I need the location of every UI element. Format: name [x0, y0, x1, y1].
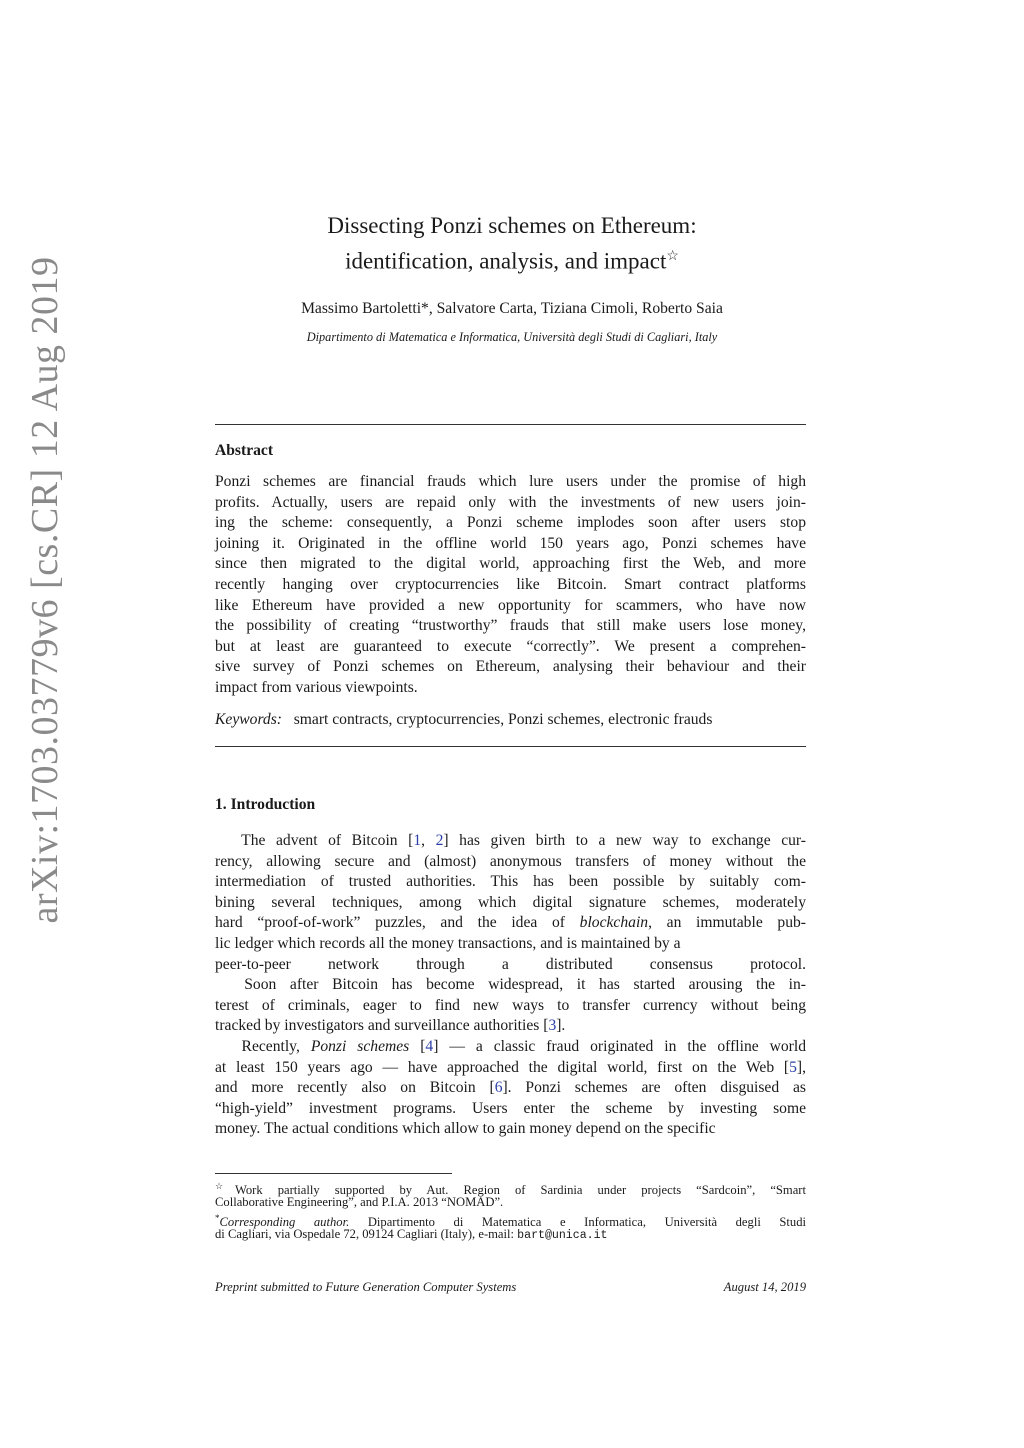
- text-segment: since then migrated to the digital world, approaching first the Web, and more: [215, 555, 806, 573]
- text-line: [215, 678, 806, 699]
- text-segment: joining it. Originated in the offline world 150 years ago, Ponzi schemes have: [215, 534, 806, 552]
- text-segment: ],: [796, 1058, 806, 1076]
- text-segment: ].: [556, 1017, 566, 1035]
- keywords-list: smart contracts, cryptocurrencies, Ponzi schemes, electronic frauds: [293, 711, 713, 728]
- text-line: [215, 616, 806, 637]
- abstract-heading: [215, 441, 806, 462]
- text-line: [215, 575, 806, 596]
- text-segment: ] has given birth to a new way to exchange cur-: [443, 832, 806, 849]
- text-segment: rency, allowing secure and (almost) anonymous transfers of money without the: [215, 852, 806, 870]
- text-segment: ing the scheme: consequently, a Ponzi scheme implodes soon after users stop: [215, 514, 806, 532]
- section-heading: [215, 795, 806, 816]
- text-segment: like Ethereum have provided a new opportunity for scammers, who have now: [215, 596, 806, 614]
- affiliation: Dipartimento di Matematica e Informatica, Università degli Studi di Cagliari, Italy: [306, 330, 718, 344]
- text-segment: Ponzi schemes are financial frauds which lure users under the promise of high: [215, 473, 806, 490]
- citation-link[interactable]: 4: [425, 1037, 434, 1055]
- citation-link[interactable]: 3: [548, 1017, 557, 1035]
- text-line: [215, 1178, 806, 1198]
- text-segment: at least 150 years ago — have approached the digital world, first on the Web [: [215, 1058, 790, 1076]
- text-segment: , an immutable pub-: [648, 914, 806, 932]
- paper-title: [0, 210, 1024, 277]
- text-segment: money. The actual conditions which allow to gain money depend on the specific: [215, 1120, 716, 1138]
- text-line: [215, 934, 806, 955]
- text-segment: sive survey of Ponzi schemes on Ethereum, analysing their behaviour and their: [215, 658, 806, 676]
- footer-journal: Preprint submitted to Future Generation Computer Systems: [215, 1280, 517, 1294]
- text-segment: ]. Ponzi schemes are often disguised as: [502, 1079, 806, 1097]
- text-segment: [: [409, 1037, 426, 1055]
- footnote-rule: [215, 1173, 452, 1174]
- text-line: [215, 1210, 806, 1230]
- text-segment: but at least are guaranteed to execute “correctly”. We present a comprehen-: [215, 637, 806, 655]
- text-line: [215, 554, 806, 575]
- text-segment: tracked by investigators and surveillance authorities [: [215, 1017, 549, 1035]
- text-segment: ,: [421, 832, 436, 849]
- text-line: [215, 493, 806, 514]
- text-segment: ] — a classic fraud originated in the offline world: [433, 1037, 807, 1055]
- text-segment: Corresponding author.: [219, 1215, 350, 1230]
- footer-date: August 14, 2019: [723, 1280, 806, 1294]
- keywords: [215, 710, 806, 731]
- authors: Massimo Bartoletti*, Salvatore Carta, Tiziana Cimoli, Roberto Saia: [301, 300, 723, 317]
- text-segment: impact from various viewpoints.: [215, 678, 418, 696]
- intro-heading: 1. Introduction: [215, 796, 316, 813]
- text-segment: di Cagliari, via Ospedale 72, 09124 Cagliari (Italy), e-mail:: [215, 1227, 518, 1241]
- text-line: [215, 513, 806, 534]
- text-segment: terest of criminals, eager to find new ways to transfer currency without being: [215, 996, 806, 1014]
- intro-body: [215, 831, 806, 1140]
- text-line: [215, 1099, 806, 1120]
- text-line: [215, 637, 806, 658]
- text-line: [215, 1058, 806, 1079]
- text-line: [215, 893, 806, 914]
- divider: [215, 424, 806, 425]
- text-segment: The advent of Bitcoin [: [215, 832, 414, 849]
- title-line-1: Dissecting Ponzi schemes on Ethereum:: [327, 213, 697, 238]
- text-segment: the possibility of creating “trustworthy” frauds that still make users lose money,: [215, 617, 806, 635]
- text-segment: and more recently also on Bitcoin [: [215, 1079, 495, 1097]
- text-line: [215, 852, 806, 873]
- arxiv-identifier[interactable]: arXiv:1703.03779v6 [cs.CR] 12 Aug 2019: [24, 256, 66, 924]
- text-segment: ☆: [215, 1181, 235, 1191]
- text-line: [215, 996, 806, 1017]
- abstract-heading-text: Abstract: [215, 442, 274, 459]
- divider: [215, 746, 806, 747]
- text-line: [215, 596, 806, 617]
- text-line: [215, 472, 806, 493]
- abstract-body: [215, 472, 806, 699]
- text-segment: Ponzi schemes: [310, 1037, 410, 1055]
- text-segment: hard “proof-of-work” puzzles, and the idea of: [215, 914, 580, 932]
- text-line: [215, 1078, 806, 1099]
- text-line: [215, 913, 806, 934]
- text-segment: lic ledger which records all the money transactions, and is maintained by a: [215, 934, 681, 952]
- text-line: [215, 975, 806, 996]
- citation-link[interactable]: 6: [494, 1079, 503, 1097]
- text-segment: Recently,: [215, 1037, 311, 1055]
- text-segment: “high-yield” investment programs. Users enter the scheme by investing some: [215, 1099, 806, 1117]
- text-segment: intermediation of trusted authorities. This has been possible by suitably com-: [215, 873, 806, 891]
- citation-link[interactable]: 2: [435, 832, 444, 849]
- citation-link[interactable]: 5: [789, 1058, 797, 1076]
- text-line: [215, 872, 806, 893]
- text-line: [215, 534, 806, 555]
- text-line: [215, 1119, 806, 1140]
- footnotes: [215, 1178, 806, 1242]
- text-segment: Dipartimento di Matematica e Informatica, Università degli Studi: [349, 1215, 806, 1230]
- text-line: [215, 1037, 806, 1058]
- star-footnote-mark[interactable]: ☆: [666, 249, 679, 264]
- text-segment: peer-to-peer network through a distributed consensus protocol.: [215, 955, 806, 973]
- keywords-label: Keywords:: [215, 711, 282, 728]
- text-segment: recently hanging over cryptocurrencies like Bitcoin. Smart contract platforms: [215, 575, 806, 593]
- text-segment: Soon after Bitcoin has become widespread, it has started arousing the in-: [215, 976, 806, 994]
- email-link[interactable]: bart@unica.it: [517, 1229, 608, 1242]
- title-line-2: [0, 241, 1024, 277]
- text-line: [215, 657, 806, 678]
- text-segment: bining several techniques, among which digital signature schemes, moderately: [215, 893, 806, 911]
- title-text: identification, analysis, and impact: [345, 248, 667, 274]
- text-segment: Work partially supported by Aut. Region of Sardinia under projects “Sardcoin”, “Smart: [234, 1183, 806, 1198]
- text-line: [215, 831, 806, 852]
- citation-link[interactable]: 1: [413, 832, 422, 849]
- text-line: [215, 955, 806, 976]
- text-segment: Collaborative Engineering”, and P.I.A. 2013 “NOMAD”.: [215, 1195, 504, 1209]
- text-segment: blockchain: [579, 914, 649, 932]
- text-segment: profits. Actually, users are repaid only with the investments of new users join-: [215, 493, 806, 511]
- text-segment: *: [215, 1213, 220, 1223]
- text-line: [215, 1016, 806, 1037]
